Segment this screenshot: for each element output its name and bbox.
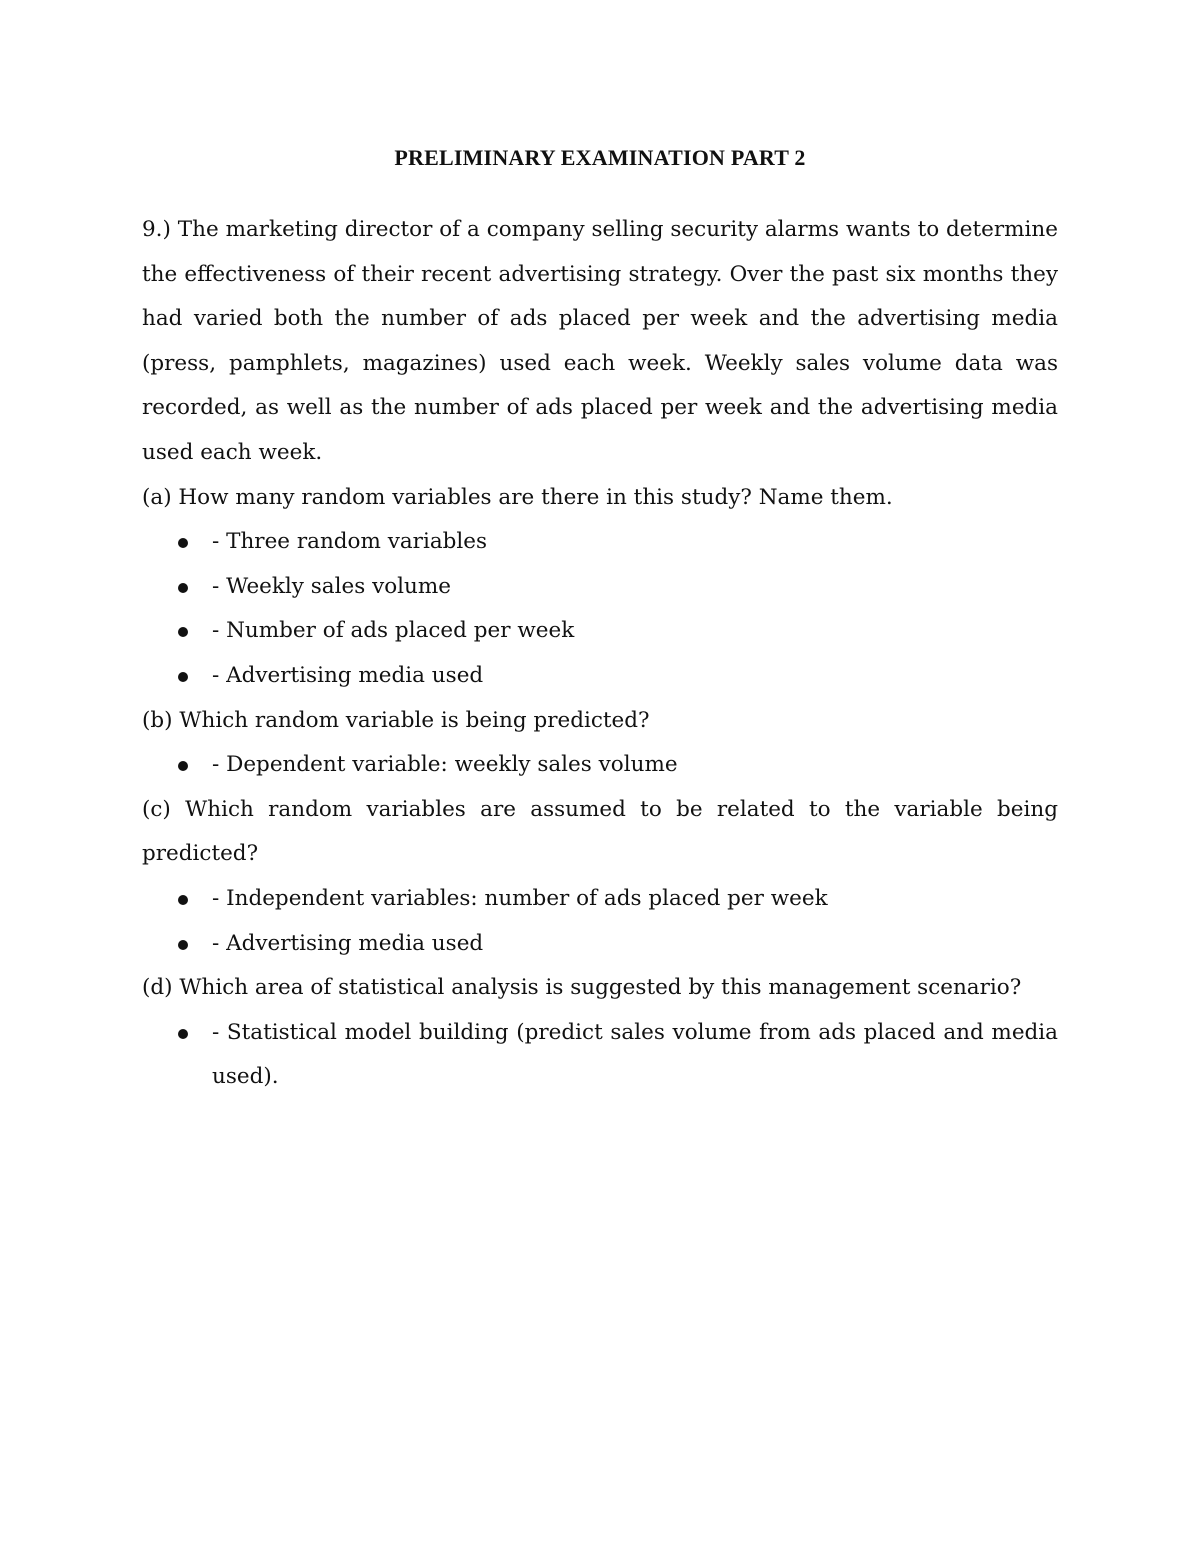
- bullet-icon: [178, 627, 188, 637]
- answer-item: [142, 877, 1058, 922]
- part-b: [142, 699, 1058, 788]
- part-d-prompt: (d) Which area of statistical analysis is suggested by this management scenario?: [142, 975, 1022, 1001]
- answer-text: - Advertising media used: [212, 662, 484, 688]
- answer-text: - Three random variables: [212, 529, 488, 555]
- part-b-prompt: (b) Which random variable is being predicted?: [142, 707, 650, 733]
- document-page: [142, 138, 1058, 1100]
- answer-text: - Statistical model building (predict sales volume from ads placed and media used).: [212, 1019, 1058, 1090]
- bullet-icon: [178, 940, 188, 950]
- bullet-icon: [178, 672, 188, 682]
- bullet-icon: [178, 583, 188, 593]
- answer-item: [142, 609, 1058, 654]
- bullet-icon: [178, 761, 188, 771]
- answer-item: [142, 743, 1058, 788]
- answer-text: - Advertising media used: [212, 930, 484, 956]
- page-title: PRELIMINARY EXAMINATION PART 2: [394, 145, 806, 170]
- part-c-answers: [142, 877, 1058, 966]
- part-d: [142, 966, 1058, 1100]
- part-b-answers: [142, 743, 1058, 788]
- part-a-prompt: (a) How many random variables are there in this study? Name them.: [142, 484, 893, 510]
- answer-item: [142, 520, 1058, 565]
- part-a-answers: [142, 520, 1058, 698]
- part-a: [142, 476, 1058, 699]
- answer-item: [142, 922, 1058, 967]
- answer-item: [142, 565, 1058, 610]
- bullet-icon: [178, 1029, 188, 1039]
- answer-text: - Number of ads placed per week: [212, 618, 575, 644]
- answer-text: - Dependent variable: weekly sales volume: [212, 752, 678, 778]
- answer-item: [142, 1011, 1058, 1100]
- bullet-icon: [178, 895, 188, 905]
- part-c: [142, 788, 1058, 966]
- answer-text: - Independent variables: number of ads placed per week: [212, 885, 828, 911]
- part-c-prompt: (c) Which random variables are assumed to be related to the variable being predicted?: [142, 796, 1058, 867]
- answer-text: - Weekly sales volume: [212, 573, 452, 599]
- bullet-icon: [178, 538, 188, 548]
- part-d-answers: [142, 1011, 1058, 1100]
- question-text: 9.) The marketing director of a company selling security alarms wants to determine the effectiveness of their recent advertising strategy. Over the past six months they had varied both the number of ads placed per week and the advertising media (press, pamphlets, magazines) used each week. Weekly sales volume data was recorded, as well as the number of ads placed per week and the advertising media used each week.: [142, 217, 1058, 465]
- answer-item: [142, 654, 1058, 699]
